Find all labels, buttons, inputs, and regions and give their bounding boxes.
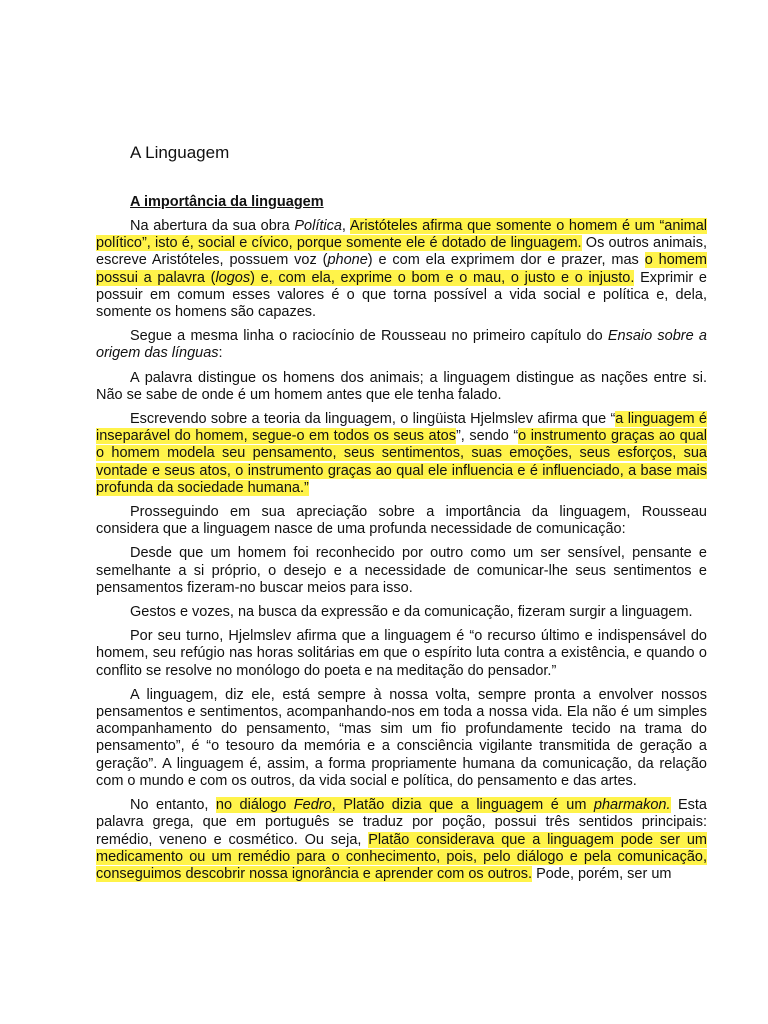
paragraph [96, 328, 707, 362]
text-run: Prosseguindo em sua apreciação sobre a importância da linguagem, Rousseau considera que a linguagem nasce de uma profunda necessidade de comunicação: [96, 504, 707, 538]
text-run: ) e com ela exprimem dor e prazer, mas [367, 252, 645, 269]
text-run: A palavra distingue os homens dos animais; a linguagem distingue as nações entre si. Não se sabe de onde é um homem antes que ele tenha falado. [96, 369, 707, 403]
paragraph [96, 604, 707, 621]
highlighted-text: pharmakon. [593, 797, 671, 814]
page-title: A Linguagem [130, 143, 230, 162]
paragraph [96, 411, 707, 497]
italic-text: Política [294, 218, 342, 234]
paragraph [96, 370, 707, 404]
highlighted-text: o homem possui a palavra ( [96, 252, 707, 286]
paragraph [96, 545, 707, 597]
text-run: ”, sendo “ [455, 428, 519, 445]
highlighted-text: a linguagem é inseparável do homem, segue-o em todos os seus atos [96, 411, 707, 445]
text-run: Escrevendo sobre a teoria da linguagem, o lingüista Hjelmslev afirma que “ [130, 411, 616, 428]
text-run: Esta palavra grega, que em português se traduz por poção, possui três sentidos principais: remédio, veneno e cosmético. Ou seja, [96, 797, 708, 848]
highlighted-text: ) e, com ela, exprime o bom e o mau, o justo e o injusto. [250, 269, 635, 286]
section-subtitle: A importância da linguagem [130, 194, 324, 210]
italic-text: phone [327, 252, 368, 269]
highlighted-text: no diálogo [215, 797, 294, 814]
paragraph [96, 687, 707, 790]
text-run: Na abertura da sua obra [130, 218, 295, 234]
highlighted-text: Fedro [293, 797, 332, 814]
paragraph [96, 797, 707, 883]
text-run: Segue a mesma linha o raciocínio de Rousseau no primeiro capítulo do [130, 328, 608, 345]
text-run: No entanto, [130, 797, 216, 814]
text-run: , [341, 218, 350, 234]
body-text [96, 218, 707, 890]
text-run: Por seu turno, Hjelmslev afirma que a linguagem é “o recurso último e indispensável do homem, seu refúgio nas horas solitárias em que o espírito luta contra a existência, e quando o conflito se resolve no monólogo do poeta e na meditação do pensador.” [96, 628, 707, 679]
highlighted-text: Platão considerava que a linguagem pode ser um medicamento ou um remédio para o conhecimento, pois, pelo diálogo e pela comunicação, conseguimos descobrir nossa ignorância e aprender com os outros. [96, 831, 707, 882]
text-run: : [218, 345, 223, 362]
highlighted-text: o instrumento graças ao qual o homem modela seu pensamento, seus sentimentos, suas emoções, seus esforços, sua vontade e seus atos, o instrumento graças ao qual ele influencia e é influenciado, a base mais profunda da sociedade humana.” [96, 428, 708, 496]
paragraph [96, 218, 707, 321]
italic-text: Ensaio sobre a origem das línguas [96, 328, 707, 362]
highlighted-text: Aristóteles afirma que somente o homem é um “animal político”, isto é, social e cívico, porque somente ele é dotado de linguagem. [96, 218, 707, 252]
highlighted-text: logos [215, 269, 251, 286]
paragraph [96, 504, 707, 538]
text-run: Gestos e vozes, na busca da expressão e da comunicação, fizeram surgir a linguagem. [130, 604, 693, 621]
highlighted-text: , Platão dizia que a linguagem é um [331, 797, 594, 814]
text-run: Exprimir e possuir em comum esses valores é o que torna possível a vida social e política e, dela, somente os homens são capazes. [96, 269, 707, 321]
text-run: Pode, porém, ser um [532, 865, 672, 882]
text-run: Os outros animais, escreve Aristóteles, possuem voz ( [96, 235, 707, 269]
text-run: Desde que um homem foi reconhecido por outro como um ser sensível, pensante e semelhante a si próprio, o desejo e a necessidade de comunicar-lhe seus sentimentos e pensamentos fizeram-no buscar meios para isso. [96, 545, 707, 596]
paragraph [96, 628, 707, 680]
text-run: A linguagem, diz ele, está sempre à nossa volta, sempre pronta a envolver nossos pensamentos e sentimentos, acompanhando-nos em toda a nossa vida. Ela não é um simples acompanhamento do pensamento, “mas sim um fio profundamente tecido na trama do pensamento”, é “o tesouro da memória e a consciência vigilante transmitida de geração a geração”. A linguagem é, assim, a forma propriamente humana da comunicação, da relação com o mundo e com os outros, da vida social e política, do pensamento e das artes. [96, 686, 707, 789]
